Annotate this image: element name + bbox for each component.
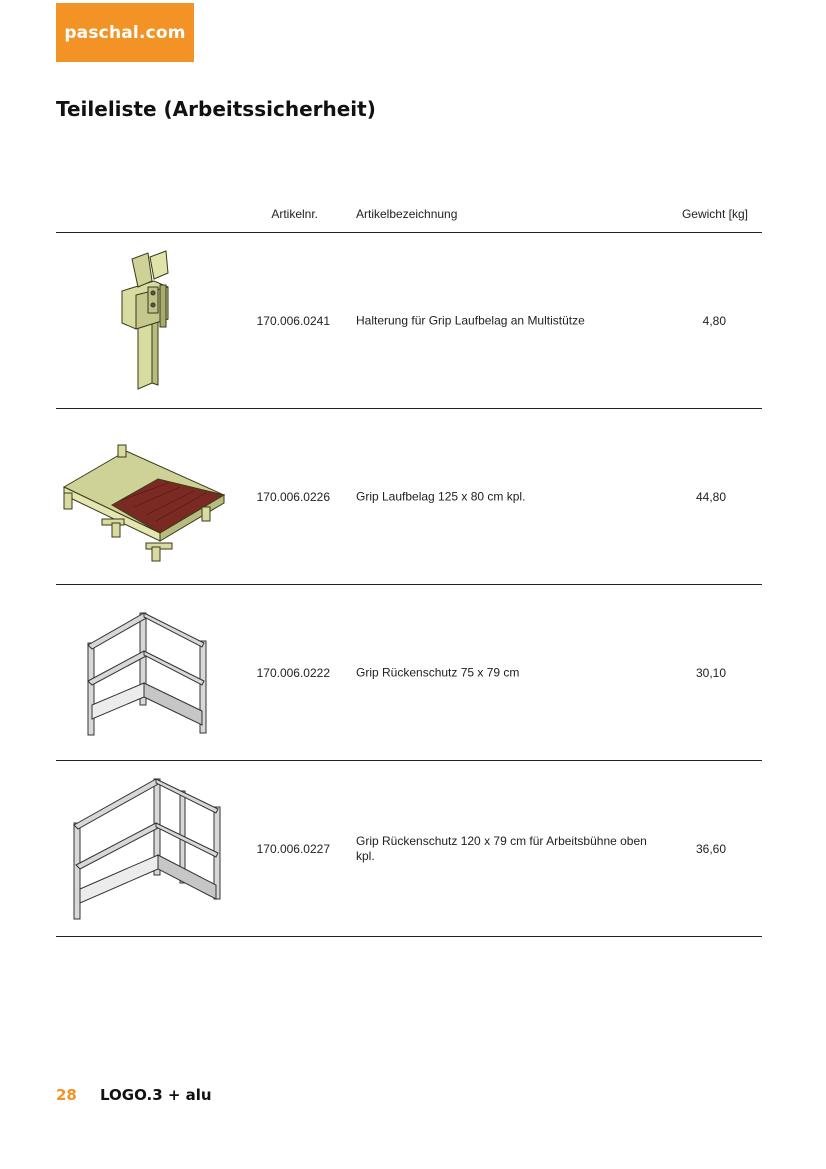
bracket-icon (56, 233, 238, 408)
page-title: Teileliste (Arbeitssicherheit) (56, 97, 376, 121)
article-weight: 44,80 (695, 489, 726, 504)
article-description: Grip Laufbelag 125 x 80 cm kpl. (356, 489, 526, 503)
parts-table (56, 195, 762, 937)
article-number: 170.006.0241 (256, 313, 330, 328)
article-number: 170.006.0222 (256, 665, 330, 680)
table-row (56, 233, 762, 409)
article-description: Halterung für Grip Laufbelag an Multistütze (356, 313, 585, 327)
back-guard-large-icon (56, 761, 238, 936)
column-header-weight: Gewicht [kg] (681, 207, 748, 221)
article-weight: 36,60 (695, 841, 726, 856)
table-header (56, 195, 762, 233)
article-number: 170.006.0226 (256, 489, 330, 504)
column-header-article-no: Artikelnr. (271, 207, 318, 221)
back-guard-small-icon (56, 585, 238, 760)
article-weight: 4,80 (702, 313, 726, 328)
article-number: 170.006.0227 (256, 841, 330, 856)
page-number: 28 (56, 1086, 77, 1104)
table-row (56, 585, 762, 761)
paschal-logo[interactable]: paschal.com (56, 3, 194, 62)
article-weight: 30,10 (695, 665, 726, 680)
table-row (56, 761, 762, 937)
product-name: LOGO.3 + alu (100, 1086, 212, 1104)
walkway-platform-icon (56, 409, 238, 584)
article-description: Grip Rückenschutz 120 x 79 cm für Arbeitsbühne oben kpl. (356, 833, 647, 863)
article-description: Grip Rückenschutz 75 x 79 cm (356, 665, 520, 679)
table-row (56, 409, 762, 585)
column-header-description: Artikelbezeichnung (356, 207, 458, 221)
